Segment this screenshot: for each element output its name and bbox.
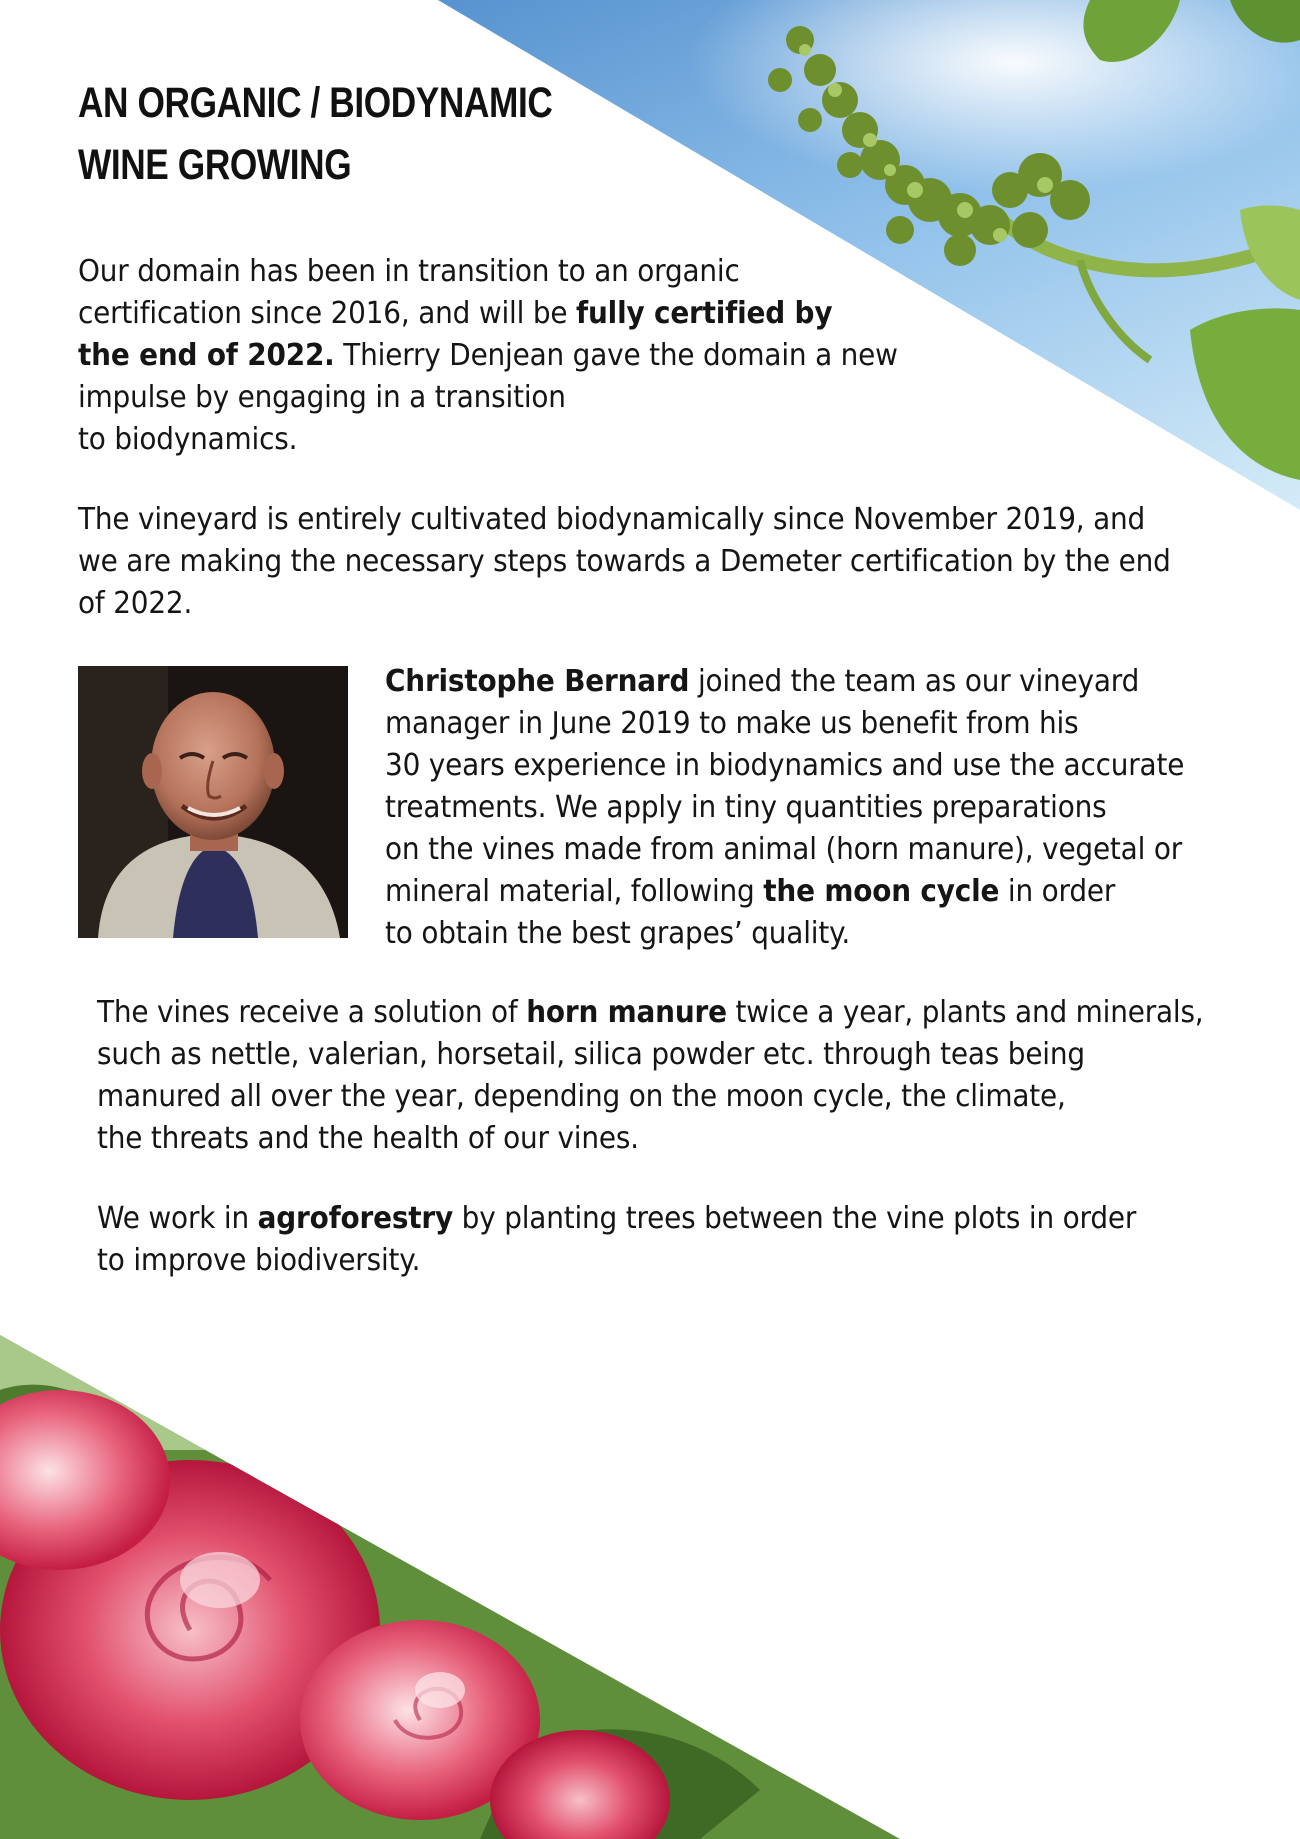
biodynamic-paragraph xyxy=(78,499,1171,625)
emphasis-text: the moon cycle xyxy=(763,874,1000,909)
title-line-1: AN ORGANIC / BIODYNAMIC xyxy=(78,79,553,127)
text-line: 30 years experience in biodynamics and use the accurate xyxy=(385,748,1185,783)
text-line: to biodynamics. xyxy=(78,422,298,457)
page-title xyxy=(78,72,552,196)
text-segment: by planting trees between the vine plots in order xyxy=(453,1201,1137,1236)
text-segment: certification since 2016, and will be xyxy=(78,296,577,331)
text-line: the threats and the health of our vines. xyxy=(97,1121,639,1156)
portrait-photo xyxy=(78,666,348,938)
text-segment: in order xyxy=(999,874,1116,909)
text-line: on the vines made from animal (horn manure), vegetal or xyxy=(385,832,1183,867)
text-line xyxy=(97,992,1203,1034)
text-segment: Thierry Denjean gave the domain a new xyxy=(334,338,898,373)
text-line: manager in June 2019 to make us benefit from his xyxy=(385,706,1079,741)
emphasis-text: fully certified by xyxy=(576,296,833,331)
text-line: impulse by engaging in a transition xyxy=(78,380,566,415)
text-segment: twice a year, plants and minerals, xyxy=(726,995,1204,1030)
text-segment: The vines receive a solution of xyxy=(97,995,527,1030)
emphasis-text: the end of 2022. xyxy=(78,338,335,373)
person-name: Christophe Bernard xyxy=(385,664,690,699)
emphasis-text: horn manure xyxy=(526,995,727,1030)
text-line: of 2022. xyxy=(78,586,193,621)
title-line-2: WINE GROWING xyxy=(78,141,352,189)
horn-manure-paragraph xyxy=(97,992,1203,1160)
text-line: The vineyard is entirely cultivated biodynamically since November 2019, and xyxy=(78,502,1146,537)
text-segment: mineral material, following xyxy=(385,874,764,909)
text-line: treatments. We apply in tiny quantities preparations xyxy=(385,790,1107,825)
text-line xyxy=(385,661,1184,703)
vineyard-manager-paragraph xyxy=(385,661,1184,955)
text-line: to obtain the best grapes’ quality. xyxy=(385,916,851,951)
roses-photo xyxy=(0,1330,900,1839)
text-line: manured all over the year, depending on the moon cycle, the climate, xyxy=(97,1079,1066,1114)
organic-transition-paragraph xyxy=(78,251,898,461)
text-line xyxy=(97,1198,1136,1240)
agroforestry-paragraph xyxy=(97,1198,1136,1282)
text-line: we are making the necessary steps towards a Demeter certification by the end xyxy=(78,544,1171,579)
text-segment: joined the team as our vineyard xyxy=(689,664,1140,699)
text-line xyxy=(78,335,898,377)
text-line xyxy=(78,293,898,335)
text-line: Our domain has been in transition to an organic xyxy=(78,254,740,289)
emphasis-text: agroforestry xyxy=(257,1201,454,1236)
text-line xyxy=(385,871,1184,913)
text-segment: We work in xyxy=(97,1201,258,1236)
text-line: to improve biodiversity. xyxy=(97,1243,421,1278)
text-line: such as nettle, valerian, horsetail, silica powder etc. through teas being xyxy=(97,1037,1085,1072)
